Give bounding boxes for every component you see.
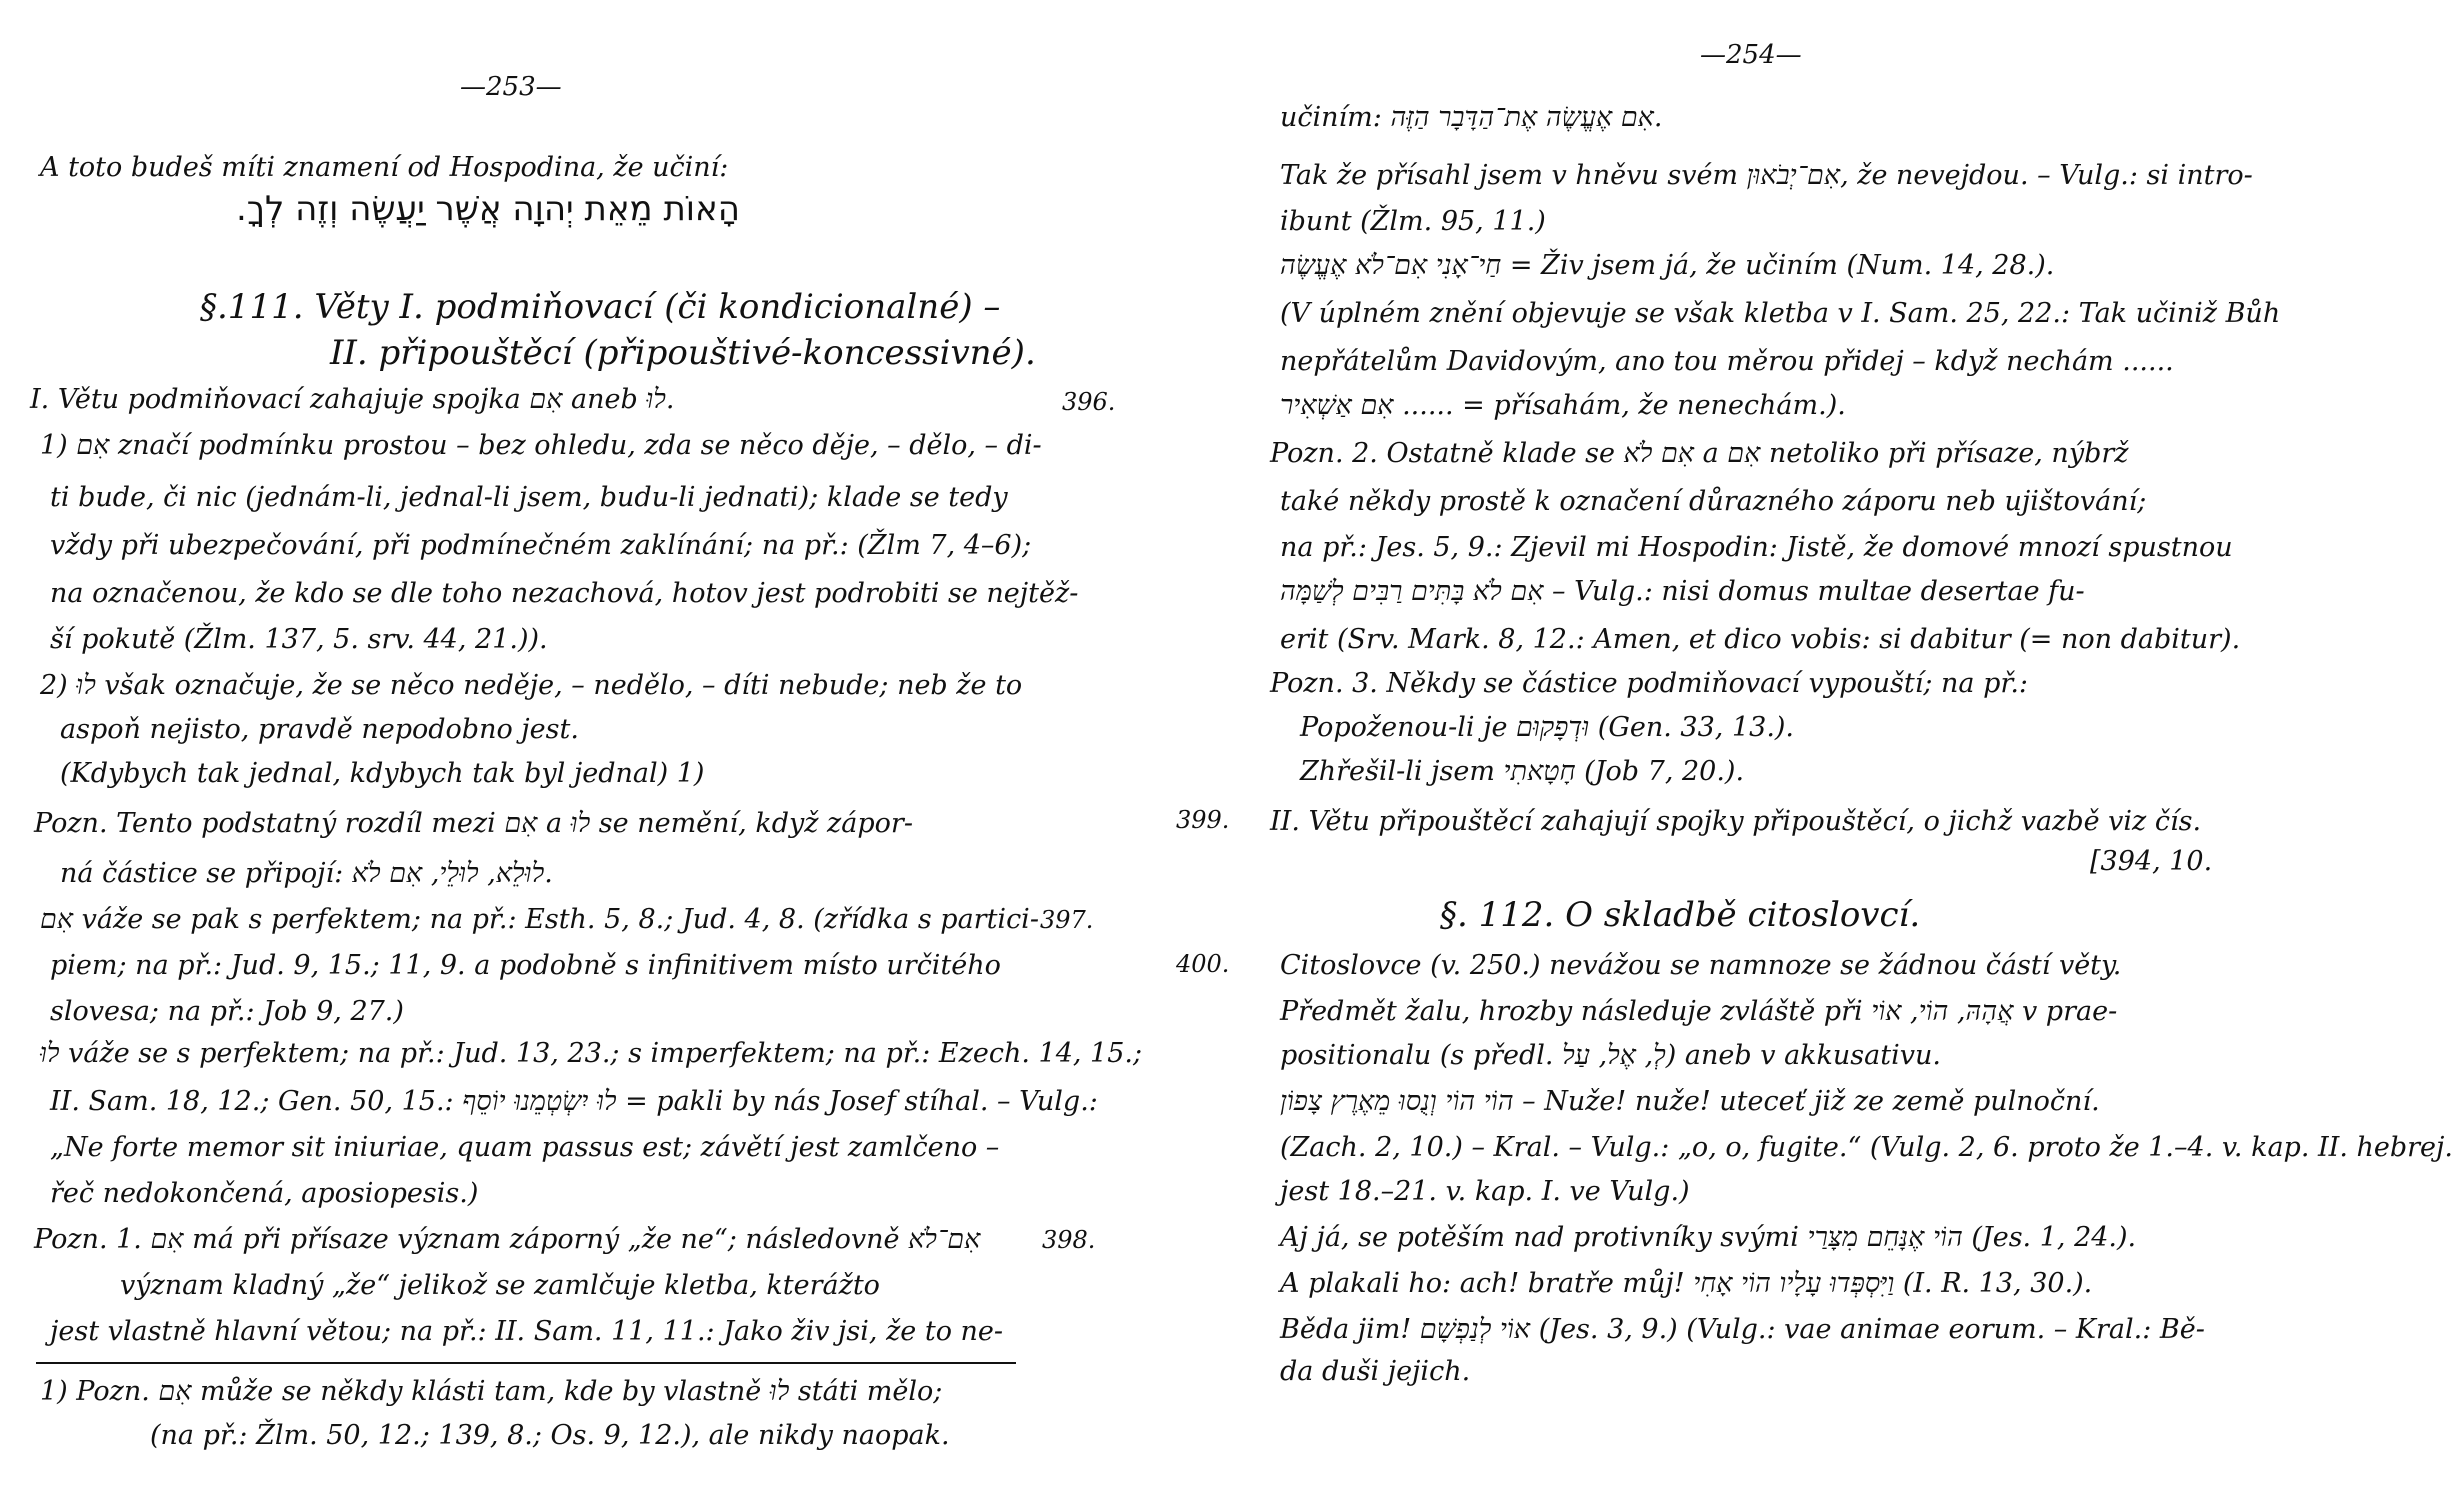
text-line: řeč nedokončená, aposiopesis.) <box>50 1178 479 1209</box>
text-line: Citoslovce (v. 250.) nevážou se namnoze se žádnou částí věty. <box>1280 950 2122 981</box>
text-line: (Zach. 2, 10.) – Kral. – Vulg.: „o, o, fugite.“ (Vulg. 2, 6. proto že 1.–4. v. kap. II. hebrej. <box>1280 1132 2453 1163</box>
text-line: ná částice se připojí: לוּלֵא, לוּלֵי, אִם לֹא. <box>60 858 553 889</box>
section-heading: §.111. Věty I. podmiňovací (či kondicionalné) – <box>200 287 1001 327</box>
text-line: na př.: Jes. 5, 9.: Zjevil mi Hospodin: Jistě, že domové mnozí spustnou <box>1280 532 2233 563</box>
text-line: הוֹי הוֹי וְנֻסוּ מֵאֶרֶץ צָפוֹן – Nuže! nuže! uteceť již ze země pulnoční. <box>1280 1086 2100 1117</box>
text-line: Zhřešil-li jsem חָטָאתִי (Job 7, 20.). <box>1300 756 1745 787</box>
footnote-line: (na př.: Žlm. 50, 12.; 139, 8.; Os. 9, 12.), ale nikdy naopak. <box>150 1420 950 1451</box>
note-line: Pozn. 2. Ostatně klade se אִם לֹא a אִם netoliko při přísaze, nýbrž <box>1270 438 2129 469</box>
text-line: Běda jim! אוֹי לְנַפְשָׁם (Jes. 3, 9.) (Vulg.: vae animae eorum. – Kral.: Bě- <box>1280 1314 2205 1345</box>
text-line: חַי־אָנִי אִם־לֹא אֶעֱשֶׂה = Živ jsem já, že učiním (Num. 14, 28.). <box>1280 250 2055 281</box>
text-line: vždy při ubezpečování, při podmínečném zaklínání; na př.: (Žlm 7, 4–6); <box>50 530 1032 561</box>
text-line: Aj já, se potěším nad protivníky svými הוֹי אֶנָּחֵם מִצָּרַי (Jes. 1, 24.). <box>1280 1222 2137 1253</box>
page-number: —254— <box>1700 40 1802 70</box>
page-number: —253— <box>460 72 562 102</box>
text-line: A toto budeš míti znamení od Hospodina, že učiní: <box>40 152 729 183</box>
text-line: לוּ váže se s perfektem; na př.: Jud. 13, 23.; s imperfektem; na př.: Ezech. 14, 15.; <box>40 1038 1143 1069</box>
text-line: ti bude, či nic (jednám-li, jednal-li jsem, budu-li jednati); klade se tedy <box>50 482 1008 513</box>
text-line: piem; na př.: Jud. 9, 15.; 11, 9. a podobně s infinitivem místo určitého <box>50 950 1001 981</box>
footnote-line: 1) Pozn. אִם může se někdy klásti tam, kde by vlastně לוּ státi mělo; <box>40 1376 943 1407</box>
text-line: erit (Srv. Mark. 8, 12.: Amen, et dico vobis: si dabitur (= non dabitur). <box>1280 624 2241 655</box>
note-line: Pozn. Tento podstatný rozdíl mezi אִם a לוּ se nemění, když zápor- <box>34 808 913 839</box>
text-line: také někdy prostě k označení důrazného záporu neb ujištování; <box>1280 486 2147 517</box>
text-line: Popoženou-li je וּדְפָקוּם (Gen. 33, 13.). <box>1300 712 1795 743</box>
margin-number: 397. <box>1040 906 1094 934</box>
margin-number: 399. <box>1176 806 1230 834</box>
margin-number: 400. <box>1176 950 1230 978</box>
text-line: Tak že přísahl jsem v hněvu svém אִם־יְבֹאוּן, že nevejdou. – Vulg.: si intro- <box>1280 160 2253 191</box>
text-line: slovesa; na př.: Job 9, 27.) <box>50 996 404 1027</box>
margin-number: 396. <box>1062 388 1116 416</box>
text-line: אִם אַשְׁאִיר ...... = přísahám, že nenechám.). <box>1280 390 1846 421</box>
text-line: „Ne forte memor sit iniuriae, quam passus est; závětí jest zamlčeno – <box>50 1132 1000 1163</box>
text-line: význam kladný „že“ jelikož se zamlčuje kletba, kterážto <box>120 1270 880 1301</box>
right-page <box>1130 0 2453 1500</box>
text-line: (Kdybych tak jednal, kdybych tak byl jednal) 1) <box>60 758 705 789</box>
text-line: 1) אִם značí podmínku prostou – bez ohledu, zda se něco děje, – dělo, – di- <box>40 430 1042 461</box>
text-line: da duši jejich. <box>1280 1356 1471 1387</box>
text-line: jest vlastně hlavní větou; na př.: II. Sam. 11, 11.: Jako živ jsi, že to ne- <box>50 1316 1004 1347</box>
text-line: Předmět žalu, hrozby následuje zvláště při אֲהָהּ, הוֹי, אוֹי v prae- <box>1280 996 2118 1027</box>
text-line: II. Větu připouštěcí zahajují spojky připouštěcí, o jichž vazbě viz čís. <box>1270 806 2202 837</box>
section-subheading: II. připouštěcí (připouštivé-koncessivné). <box>330 333 1036 373</box>
text-line: nepřátelům Davidovým, ano tou měrou přidej – když nechám ...... <box>1280 346 2174 377</box>
note-line: Pozn. 1. אִם má při přísaze význam záporný „že ne“; následovně אִם־לֹא <box>34 1224 981 1255</box>
text-line: אִם váže se pak s perfektem; na př.: Esth. 5, 8.; Jud. 4, 8. (zřídka s partici- <box>40 904 1039 935</box>
note-line: Pozn. 3. Někdy se částice podmiňovací vypouští; na př.: <box>1270 668 2029 699</box>
left-page <box>0 0 1143 1500</box>
text-line: אִם לֹא בָּתִּים רַבִּים לְשַׁמָּה – Vulg.: nisi domus multae desertae fu- <box>1280 576 2085 607</box>
footnote-rule <box>36 1362 1016 1364</box>
text-line: ibunt (Žlm. 95, 11.) <box>1280 206 1546 237</box>
text-line: A plakali ho: ach! bratře můj! וַיִּסְפְּדוּ עָלָיו הוֹי אָחִי (I. R. 13, 30.). <box>1280 1268 2093 1299</box>
text-line: (V úplném znění objevuje se však kletba v I. Sam. 25, 22.: Tak učiniž Bůh <box>1280 298 2281 329</box>
text-line: I. Větu podmiňovací zahajuje spojka אִם aneb לוּ. <box>30 384 675 415</box>
text-line: na označenou, že kdo se dle toho nezachová, hotov jest podrobiti se nejtěž- <box>50 578 1079 609</box>
section-heading: §. 112. O skladbě citoslovcí. <box>1440 895 1921 935</box>
text-line: aspoň nejisto, pravdě nepodobno jest. <box>60 714 579 745</box>
text-line: učiním: אִם אֶעֱשֶׂה אֶת־הַדָּבָר הַזֶּה. <box>1280 102 1663 133</box>
text-line: [394, 10. <box>2090 846 2213 877</box>
text-line: positionalu (s předl. לְ, אֶל, עַל) aneb v akkusativu. <box>1280 1040 1941 1071</box>
hebrew-line: הָאוֹת מֵאֵת יְהוָה אֲשֶׁר יַעֲשֶׂה וְזֶה לְךָ. <box>235 189 740 229</box>
text-line: jest 18.–21. v. kap. I. ve Vulg.) <box>1280 1176 1690 1207</box>
text-line: 2) לוּ však označuje, že se něco neděje, – nedělo, – díti nebude; neb že to <box>40 670 1023 701</box>
text-line: ší pokutě (Žlm. 137, 5. srv. 44, 21.)). <box>50 624 548 655</box>
text-line: II. Sam. 18, 12.; Gen. 50, 15.: לוּ יִשְׂטְמֵנוּ יוֹסֵף = pakli by nás Josef stíhal. – Vulg.: <box>50 1086 1098 1117</box>
margin-number: 398. <box>1042 1226 1096 1254</box>
